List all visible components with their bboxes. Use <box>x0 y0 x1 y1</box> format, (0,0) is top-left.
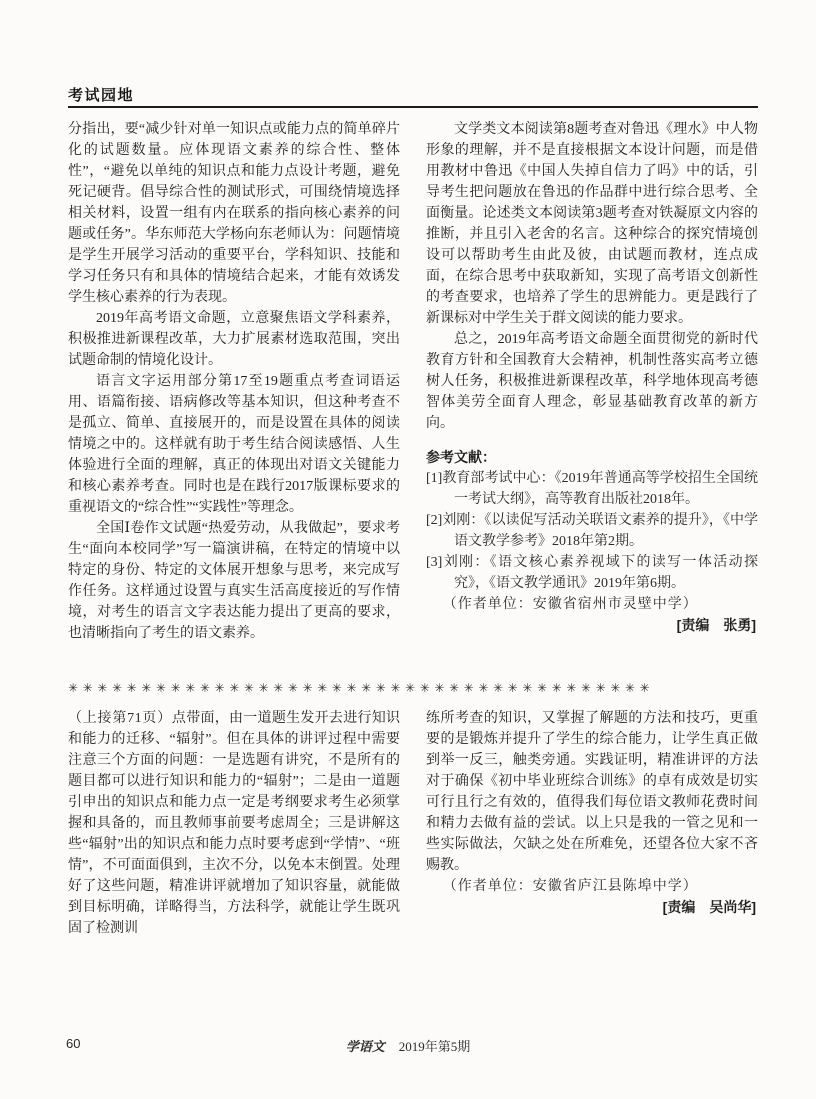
article-2-left-column <box>68 708 400 939</box>
paragraph: 总之，2019年高考语文命题全面贯彻党的新时代教育方针和全国教育大会精神，机制性落实高考立德树人任务，积极推进新课程改革，科学地体现高考德智体美劳全面育人理念，彰显基础教育改革的新方向。 <box>426 332 758 431</box>
references-heading: 参考文献： <box>426 449 496 465</box>
paragraph <box>68 708 400 939</box>
page-number: 60 <box>66 1036 81 1051</box>
continued-from-note: （上接第71页） <box>68 711 172 726</box>
article-1-left-column <box>68 119 400 644</box>
journal-name: 学语文 <box>345 1039 385 1054</box>
journal-issue: 2019年第5期 <box>398 1039 471 1054</box>
paragraph: 练所考查的知识，又掌握了解题的方法和技巧，更重要的是锻炼并提升了学生的综合能力，让学生真正做到举一反三，触类旁通。实践证明，精准讲评的方法对于确保《初中毕业班综合训练》的卓有成效是切实可行且行之有效的，值得我们每位语文教师花费时间和精力去做有益的尝试。以上只是我的一管之见和一些实际做法，欠缺之处在所难免，还望各位大家不吝赐教。 <box>426 711 758 873</box>
header-rule <box>68 106 758 108</box>
article-1-right-column <box>426 119 758 644</box>
paragraph: 语言文字运用部分第17至19题重点考查词语运用、语篇衔接、语病修改等基本知识，但这种考查不是孤立、简单、直接展开的，而是设置在具体的阅读情境之中的。这样就有助于考生结合阅读感悟、人生体验进行全面的理解，真正的体现出对语文关键能力和核心素养考查。同时也是在践行2017版课标要求的重视语文的“综合性”“实践性”等理念。 <box>68 374 400 515</box>
paragraph: 全国Ⅰ卷作文试题“热爱劳动，从我做起”，要求考生“面向本校同学”写一篇演讲稿，在特定的情境中以特定的身份、特定的文体展开想象与思考，来完成写作任务。这样通过设置与真实生活高度接近的写作情境，对考生的语言文字表达能力提出了更高的要求，也清晰指向了考生的语文素养。 <box>68 521 400 641</box>
paragraph: 分指出，要“减少针对单一知识点或能力点的简单碎片化的试题数量。应体现语文素养的综合性、整体性”，“避免以单纯的知识点和能力点设计考题，避免死记硬背。倡导综合性的测试形式，可围绕情境选择相关材料，设置一组有内在联系的指向核心素养的问题或任务”。华东师范大学杨向东老师认为：问题情境是学生开展学习活动的重要平台，学科知识、技能和学习任务只有和具体的情境结合起来，才能有效诱发学生核心素养的行为表现。 <box>68 122 400 305</box>
article-1 <box>68 119 758 644</box>
author-affiliation: （作者单位：安徽省宿州市灵壁中学） <box>442 597 698 612</box>
paragraph: 2019年高考语文命题，立意聚焦语文学科素养，积极推进新课程改革，大力扩展素材选取范围，突出试题命制的情境化设计。 <box>68 311 400 368</box>
paragraph: 文学类文本阅读第8题考查对鲁迅《理水》中人物形象的理解，并不是直接根据文本设计问题，而是借用教材中鲁迅《中国人失掉自信力了吗》中的话，引导考生把问题放在鲁迅的作品群中进行综合思考、全面衡量。论述类文本阅读第3题考查对铁凝原文内容的推断，并且引入老舍的名言。这种综合的探究情境创设可以帮助考生由此及彼，由试题而教材，连点成面，在综合思考中获取新知，实现了高考语文创新性的考查要求，也培养了学生的思辨能力。更是践行了新课标对中学生关于群文阅读的能力要求。 <box>426 122 758 326</box>
reference-item: [2]刘刚：《以读促写活动关联语文素养的提升》，《中学语文教学参考》2018年第2期。 <box>426 513 758 549</box>
editor-credit: [责编 张勇] <box>676 617 756 633</box>
article-2 <box>68 708 758 939</box>
reference-item: [1]教育部考试中心：《2019年普通高等学校招生全国统一考试大纲》，高等教育出版社2018年。 <box>426 471 758 507</box>
page-footer <box>0 1036 816 1056</box>
section-label: 考试园地 <box>68 87 135 104</box>
author-affiliation: （作者单位：安徽省庐江县陈埠中学） <box>442 879 698 894</box>
paragraph-text: 点带面，由一道题生发开去进行知识和能力的迁移、“辐射”。但在具体的讲评过程中需要注意三个方面的问题：一是选题有讲究，不是所有的题目都可以进行知识和能力的“辐射”；二是由一道题引申出的知识点和能力点一定是考纲要求考生必须掌握和具备的，而且教师事前要考虑周全；三是讲解这些“辐射”出的知识点和能力点时要考虑到“学情”、“班情”，不可面面俱到，主次不分，以免本末倒置。处理好了这些问题，精准讲评就增加了知识容量，就能做到目标明确，详略得当，方法科学，就能让学生既巩固了检测训 <box>68 711 401 936</box>
article-2-right-column <box>426 708 758 939</box>
ornamental-divider: ✳✳✳✳✳✳✳✳✳✳✳✳✳✳✳✳✳✳✳✳✳✳✳✳✳✳✳✳✳✳✳✳✳✳✳✳✳✳✳✳ <box>68 681 655 695</box>
reference-item: [3]刘刚：《语文核心素养视域下的读写一体活动探究》，《语文教学通讯》2019年第6期。 <box>426 555 758 591</box>
journal-line <box>0 1036 816 1055</box>
editor-credit: [责编 吴尚华] <box>662 899 756 915</box>
